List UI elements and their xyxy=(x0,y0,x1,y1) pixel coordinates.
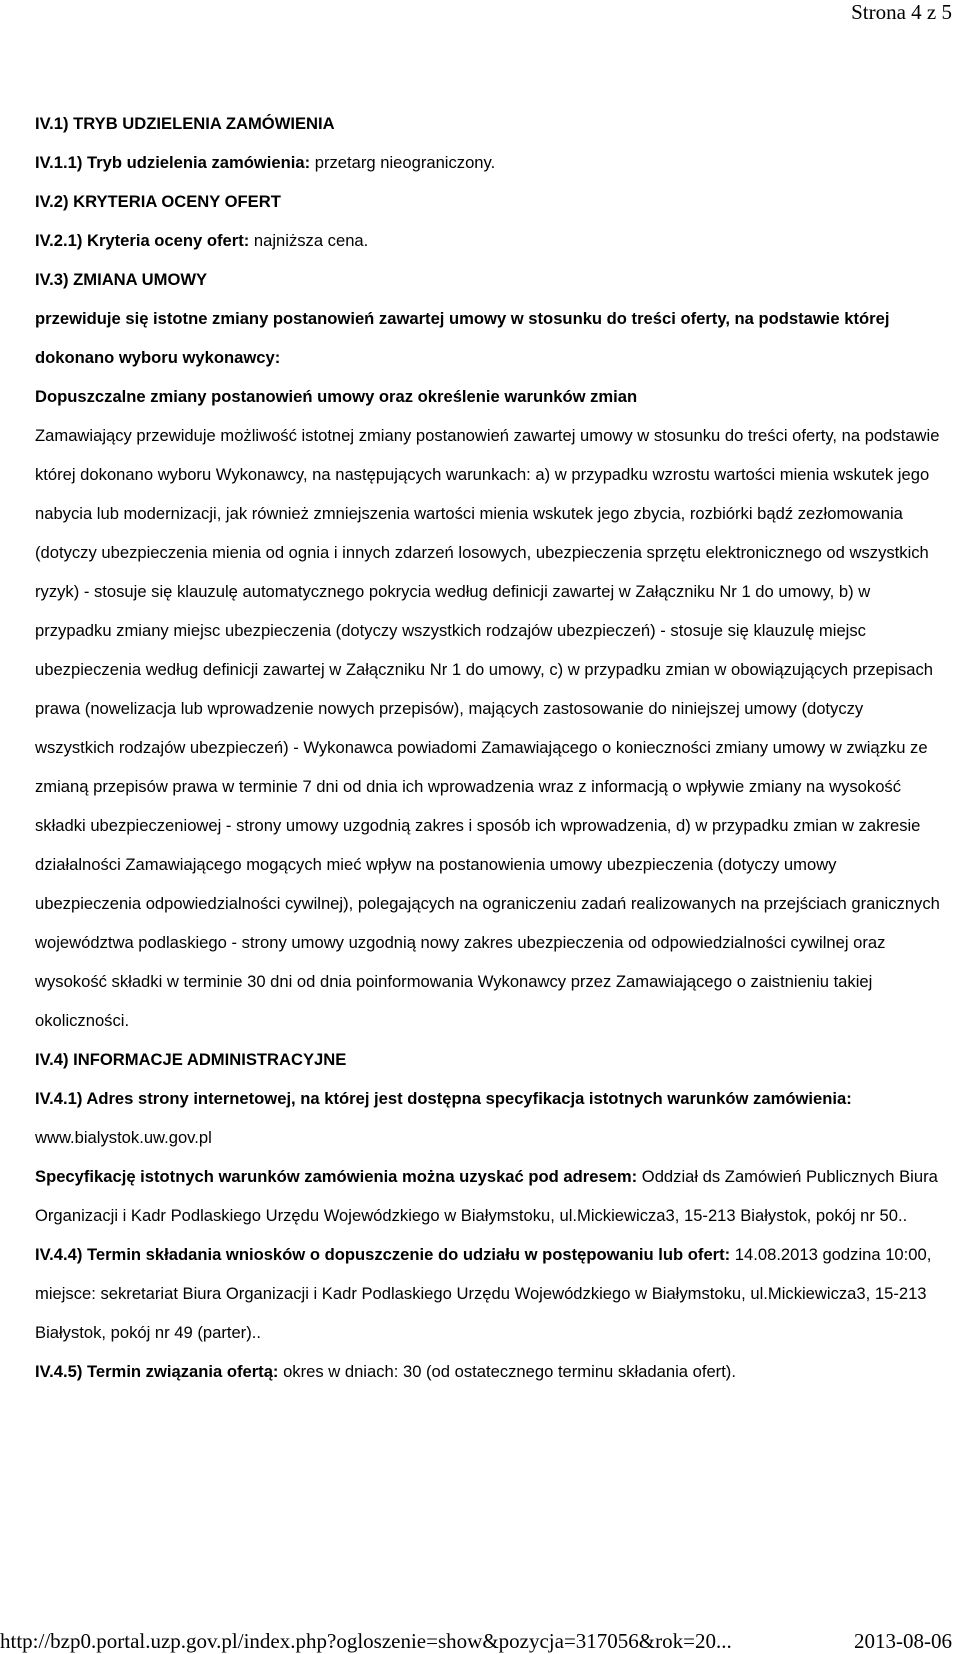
section-iv3-intro: przewiduje się istotne zmiany postanowień zawartej umowy w stosunku do treści oferty, na podstawie której dokonano wyboru wykonawcy: xyxy=(35,309,890,367)
section-iv21-value: najniższa cena. xyxy=(249,231,369,250)
section-iv3-title: IV.3) ZMIANA UMOWY xyxy=(35,270,208,289)
section-iv41-value: www.bialystok.uw.gov.pl xyxy=(35,1128,212,1147)
section-spec-address xyxy=(35,1157,940,1235)
section-iv44-value: 14.08.2013 godzina 10:00, miejsce: sekretariat Biura Organizacji i Kadr Podlaskiego Urzędu Wojewódzkiego w Białymstoku, ul.Mickiewicza3, 15-213 Białystok, pokój nr 49 (parter).. xyxy=(35,1245,932,1342)
section-iv41-label: IV.4.1) Adres strony internetowej, na której jest dostępna specyfikacja istotnych warunków zamówienia: xyxy=(35,1089,852,1108)
section-iv45-value: okres w dniach: 30 (od ostatecznego terminu składania ofert). xyxy=(278,1362,736,1381)
section-iv44 xyxy=(35,1235,940,1352)
footer-url: http://bzp0.portal.uzp.gov.pl/index.php?ogloszenie=show&pozycja=317056&rok=20... xyxy=(0,1629,732,1653)
section-iv3-subtitle: Dopuszczalne zmiany postanowień umowy oraz określenie warunków zmian xyxy=(35,387,638,406)
section-iv41 xyxy=(35,1079,940,1157)
section-iv2-title: IV.2) KRYTERIA OCENY OFERT xyxy=(35,192,281,211)
document-body xyxy=(35,104,940,1391)
section-iv21-label: IV.2.1) Kryteria oceny ofert: xyxy=(35,231,250,250)
section-iv11 xyxy=(35,143,940,182)
page-number: Strona 4 z 5 xyxy=(851,0,952,24)
spec-address-value: Oddział ds Zamówień Publicznych Biura Organizacji i Kadr Podlaskiego Urzędu Wojewódzkiego w Białymstoku, ul.Mickiewicza3, 15-213 Białystok, pokój nr 50.. xyxy=(35,1167,938,1225)
section-iv21 xyxy=(35,221,940,260)
section-iv1-title: IV.1) TRYB UDZIELENIA ZAMÓWIENIA xyxy=(35,114,335,133)
section-iv4-title: IV.4) INFORMACJE ADMINISTRACYJNE xyxy=(35,1050,347,1069)
section-iv45 xyxy=(35,1352,940,1391)
footer-date: 2013-08-06 xyxy=(854,1629,952,1653)
section-iv11-value: przetarg nieograniczony. xyxy=(310,153,496,172)
section-iv11-label: IV.1.1) Tryb udzielenia zamówienia: xyxy=(35,153,311,172)
spec-address-label: Specyfikację istotnych warunków zamówienia można uzyskać pod adresem: xyxy=(35,1167,638,1186)
section-iv44-label: IV.4.4) Termin składania wniosków o dopuszczenie do udziału w postępowaniu lub ofert: xyxy=(35,1245,731,1264)
section-iv45-label: IV.4.5) Termin związania ofertą: xyxy=(35,1362,279,1381)
section-iv3-body: Zamawiający przewiduje możliwość istotnej zmiany postanowień zawartej umowy w stosunku do treści oferty, na podstawie której dokonano wyboru Wykonawcy, na następujących warunkach: a) w przypadku wzrostu wartości mienia wskutek jego nabycia lub modernizacji, jak również zmniejszenia wartości mienia wskutek jego zbycia, rozbiórki bądź zezłomowania (dotyczy ubezpieczenia mienia od ognia i innych zdarzeń losowych, ubezpieczenia sprzętu elektronicznego od wszystkich ryzyk) - stosuje się klauzulę automatycznego pokrycia według definicji zawartej w Załączniku Nr 1 do umowy, b) w przypadku zmiany miejsc ubezpieczenia (dotyczy wszystkich rodzajów ubezpieczeń) - stosuje się klauzulę miejsc ubezpieczenia według definicji zawartej w Załączniku Nr 1 do umowy, c) w przypadku zmian w obowiązujących przepisach prawa (nowelizacja lub wprowadzenie nowych przepisów), mających zastosowanie do niniejszej umowy (dotyczy wszystkich rodzajów ubezpieczeń) - Wykonawca powiadomi Zamawiającego o konieczności zmiany umowy w związku ze zmianą przepisów prawa w terminie 7 dni od dnia ich wprowadzenia wraz z informacją o wpływie zmiany na wysokość składki ubezpieczeniowej - strony umowy uzgodnią zakres i sposób ich wprowadzenia, d) w przypadku zmian w zakresie działalności Zamawiającego mogących mieć wpływ na postanowienia umowy ubezpieczenia (dotyczy umowy ubezpieczenia odpowiedzialności cywilnej), polegających na ograniczeniu zadań realizowanych na przejściach granicznych województwa podlaskiego - strony umowy uzgodnią nowy zakres ubezpieczenia od odpowiedzialności cywilnej oraz wysokość składki w terminie 30 dni od dnia poinformowania Wykonawcy przez Zamawiającego o zaistnieniu takiej okoliczności. xyxy=(35,426,940,1030)
